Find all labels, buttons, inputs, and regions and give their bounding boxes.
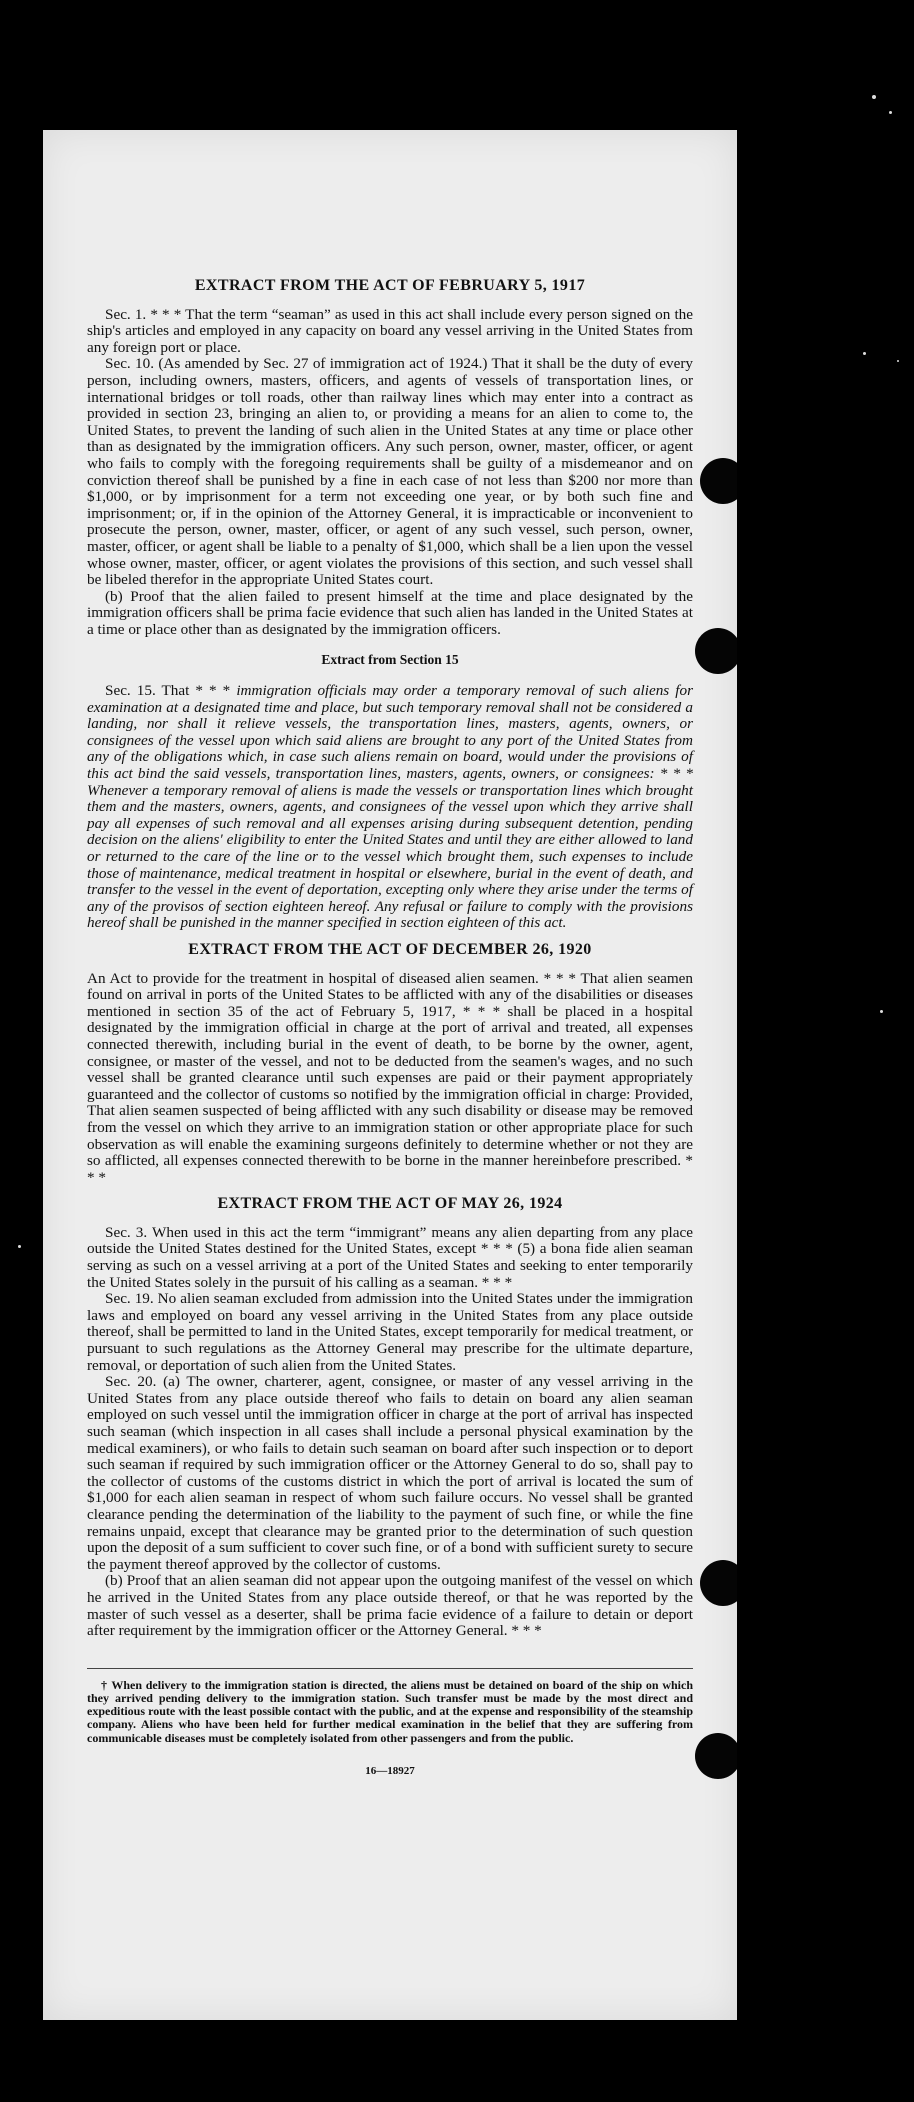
paragraph-act-1920: An Act to provide for the treatment in hospital of diseased alien seamen. * * * That alien seamen found on arrival in ports of the United States to be afflicted with any of the disabilities or diseases mentioned in section 35 of the act of February 5, 1917, * * * shall be placed in a hospital designated by the immigration official in charge at the port of arrival and treated, all expenses connected therewith, including burial in the event of death, to be borne by the owner, agent, consignee, or master of the vessel, and not to be deducted from the seamen's wages, and no such vessel shall be granted clearance until such expenses are paid or their payment appropriately guaranteed and the collector of customs so notified by the immigration official in charge: Provided, That alien seamen suspected of being afflicted with any such disability or disease may be removed from the vessel on which they arrive to an immigration station or other appropriate place for such observation as will enable the examining surgeons definitely to determine whether or not they are so afflicted, all expenses connected therewith to be borne in the manner hereinbefore prescribed. * * * (87, 969, 693, 1186)
paragraph-sec-19: Sec. 19. No alien seaman excluded from admission into the United States under the immigration laws and employed on board any vessel arriving in the United States from any place outside thereof, shall be permitted to land in the United States, except temporarily for medical treatment, or pursuant to such regulations as the Attorney General may prescribe for the ultimate departure, removal, or deportation of such alien from the United States. (87, 1290, 693, 1374)
paragraph-sec-10: Sec. 10. (As amended by Sec. 27 of immigration act of 1924.) That it shall be the duty of every person, including owners, masters, officers, and agents of vessels of transportation lines, or international bridges or toll roads, other than railway lines which may enter into a contract as provided in section 23, bringing an alien to, or providing a means for an alien to come to, the United States, to prevent the landing of such alien in the United States at any time or place other than as designated by the immigration officers. Any such person, owner, master, officer, or agent who fails to comply with the foregoing requirements shall be guilty of a misdemeanor and on conviction thereof shall be punished by a fine in each case of not less than $200 nor more than $1,000, or by imprisonment for a term not exceeding one year, or by both such fine and imprisonment; or, if in the opinion of the Attorney General, it is impracticable or inconvenient to prosecute the person, owner, master, officer, or agent of any such vessel, such person, owner, master, officer, or agent shall be liable to a penalty of $1,000, which shall be a lien upon the vessel whose owner, master, officer, or agent violates the provisions of this section, and such vessel shall be libeled therefor in the appropriate United States court. (87, 355, 693, 589)
paragraph-sec-1: Sec. 1. * * * That the term “seaman” as used in this act shall include every person signed on the ship's articles and employed in any capacity on board any vessel arriving in the United States from any foreign port or place. (87, 305, 693, 356)
punch-hole-3 (700, 1560, 737, 1606)
print-code: 16—18927 (365, 1764, 415, 1777)
subheading-section-15: Extract from Section 15 (321, 652, 459, 668)
dust-speck (863, 352, 866, 355)
sec-15-body: immigration officials may order a temporary removal of such aliens for examination at a designated time and place, but such temporary removal shall not be considered a landing, nor shall it relieve vessels, the transportation lines, masters, agents, owners, or consignees of the vessel upon which said aliens are brought to any port of the United States from any of the obligations which, in case such aliens remain on board, would under the provisions of this act bind the said vessels, transportation lines, masters, agents, owners, or consignees: * * * Whenever a temporary removal of aliens is made the vessels or transportation lines which brought them and the masters, owners, agents, and consignees of the vessel upon which they arrive shall pay all expenses of such removal and all expenses arising during subsequent detention, pending decision on the aliens' eligibility to enter the United States and until they are either allowed to land or returned to the care of the line or to the vessel which brought them, such expenses to include those of maintenance, medical treatment in hospital or elsewhere, burial in the event of death, and transfer to the vessel in the event of deportation, excepting only where they arise under the terms of any of the provisos of section eighteen hereof. Any refusal or failure to comply with the provisions hereof shall be punished in the manner specified in section eighteen of this act. (87, 682, 693, 932)
paragraph-sec-20a: Sec. 20. (a) The owner, charterer, agent, consignee, or master of any vessel arriving in the United States from any place outside thereof who fails to detain on board any alien seaman employed on such vessel until the immigration officer in charge at the port of arrival has inspected such seaman (which inspection in all cases shall include a personal physical examination by the medical examiners), or who fails to detain such seaman on board after such inspection or to deport such seaman if required by such immigration officer or the Attorney General to do so, shall pay to the collector of customs of the customs district in which the port of arrival is located the sum of $1,000 for each alien seaman in respect of whom such failure occurs. No vessel shall be granted clearance pending the determination of the liability to the payment of such fine, or while the fine remains unpaid, except that clearance may be granted prior to the determination of such question upon the deposit of a sum sufficient to cover such fine, or of a bond with sufficient surety to secure the payment thereof approved by the collector of customs. (87, 1373, 693, 1573)
punch-hole-4 (695, 1733, 737, 1779)
heading-act-1920: EXTRACT FROM THE ACT OF DECEMBER 26, 1920 (188, 940, 592, 958)
dust-speck (897, 360, 899, 362)
footnote (87, 1668, 693, 1745)
paragraph-sec-3: Sec. 3. When used in this act the term “immigrant” means any alien departing from any place outside the United States destined for the United States, except * * * (5) a bona fide alien seaman serving as such on a vessel arriving at a port of the United States and seeking to enter temporarily the United States solely in the pursuit of his calling as a seaman. * * * (87, 1223, 693, 1291)
footnote-text: † When delivery to the immigration station is directed, the aliens must be detained on board of the ship on which they arrived pending delivery to the immigration station. Such transfer must be made by the most direct and expeditious route with the least possible contact with the public, and at the expense and responsibility of the steamship company. Aliens who have been held for further medical examination in the belief that they are suffering from communicable diseases must be completely isolated from other passengers and from the public. (87, 1677, 693, 1745)
dust-speck (889, 111, 892, 114)
paragraph-sec-10b: (b) Proof that the alien failed to present himself at the time and place designated by the immigration officers shall be prima facie evidence that such alien has landed in the United States at a time or place other than as designated by the immigration officers. (87, 587, 693, 638)
dust-speck (880, 1010, 883, 1013)
paragraph-sec-15 (87, 683, 693, 932)
document-page (43, 130, 737, 2020)
sec-15-intro: Sec. 15. That * * * (105, 682, 231, 700)
punch-hole-1 (700, 458, 737, 504)
paragraph-sec-20b: (b) Proof that an alien seaman did not appear upon the outgoing manifest of the vessel on which he arrived in the United States from any place outside thereof, or that he was reported by the master of such vessel as a deserter, shall be prima facie evidence of a failure to detain or deport after requirement by the immigration officer or the Attorney General. * * * (87, 1572, 693, 1640)
show-through-text (43, 138, 737, 248)
document-body (87, 278, 693, 1779)
dust-speck (18, 1245, 21, 1248)
punch-hole-2 (695, 628, 737, 674)
heading-act-1917: EXTRACT FROM THE ACT OF FEBRUARY 5, 1917 (194, 277, 586, 294)
heading-act-1924: EXTRACT FROM THE ACT OF MAY 26, 1924 (217, 1195, 563, 1213)
dust-speck (872, 95, 876, 99)
